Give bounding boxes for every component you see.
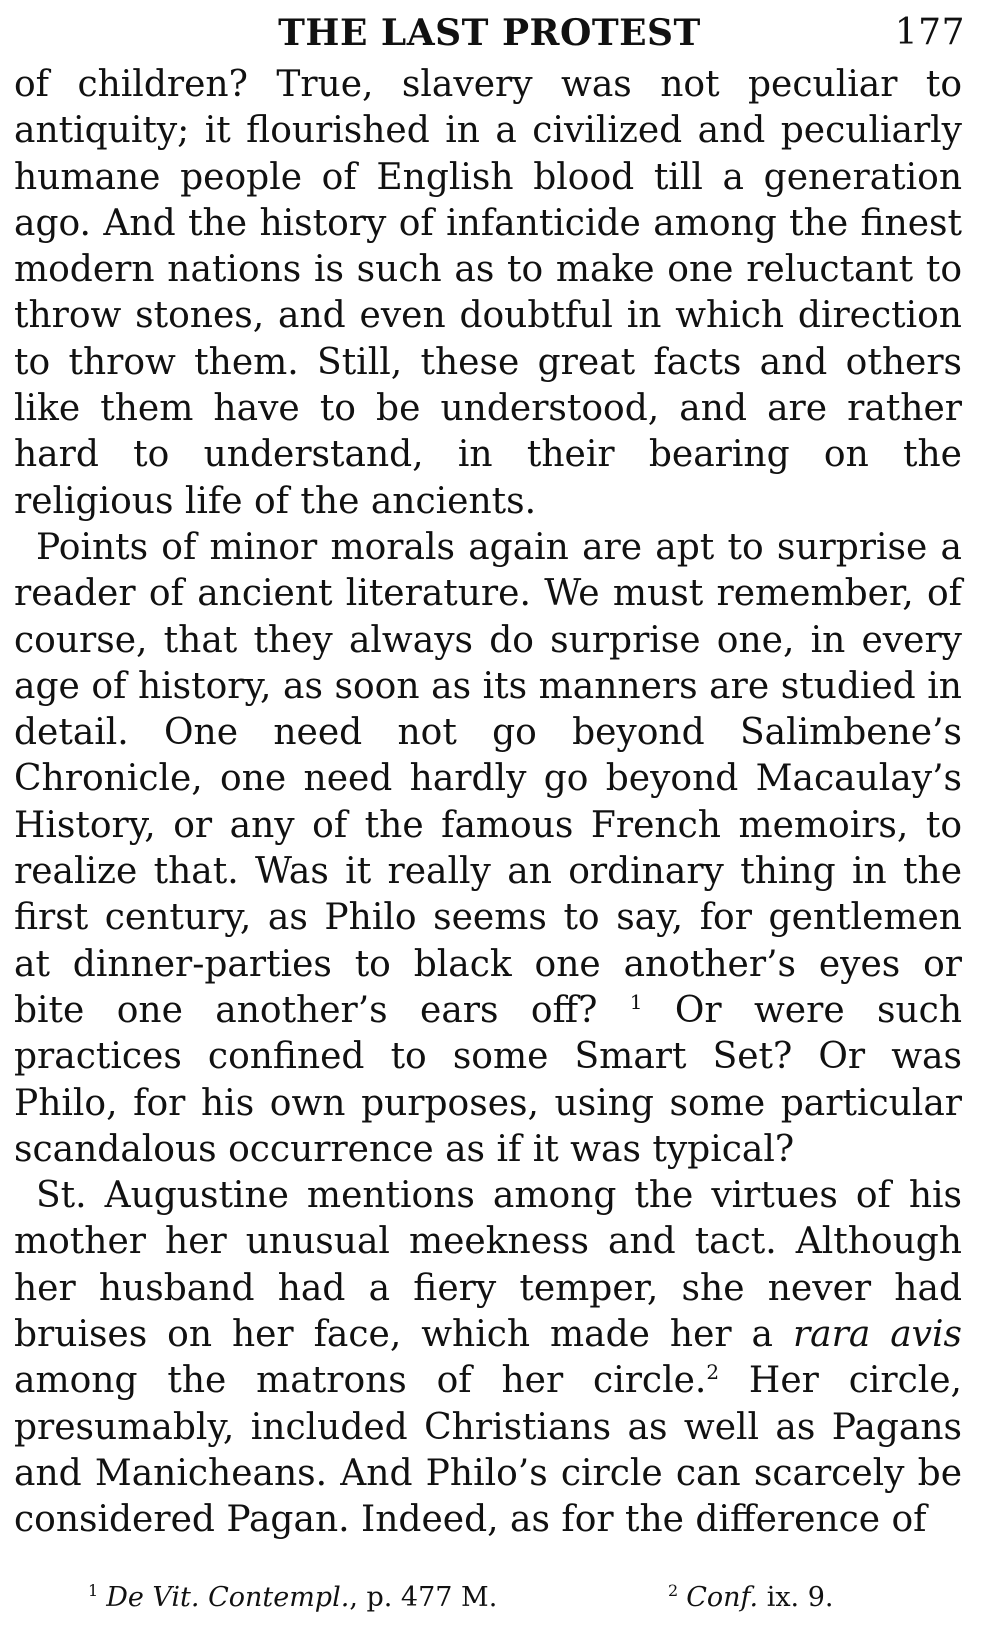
text-run: Or were such practices confined to some Smart Set? Or was Philo, for his own purposes, using some particular scandalous occurrence as if it was typical?: [14, 989, 962, 1170]
body-text: [14, 62, 962, 1544]
footnote-source: Conf.: [686, 1582, 759, 1613]
text-run: among the matrons of her circle.: [14, 1360, 707, 1402]
page-number: 177: [894, 12, 965, 53]
text-run: St. Augustine mentions among the virtues of his mother her unusual meekness and tact. Although her husband had a fiery temper, she never had bruises on her face, which made her a: [14, 1175, 962, 1356]
chapter-title: THE LAST PROTEST: [278, 12, 701, 54]
text-run: Her circle, presumably, included Christians as well as Pagans and Manicheans. And Philo’s circle can scarcely be considered Pagan. Indeed, as for the difference of: [14, 1360, 962, 1541]
text-run: of children? True, slavery was not peculiar to antiquity; it flourished in a civilized and peculiarly humane people of English blood till a generation ago. And the history of infanticide among the finest modern nations is such as to make one reluctant to throw stones, and even doubtful in which direction to throw them. Still, these great facts and others like them have to be understood, and are rather hard to understand, in their bearing on the religious life of the ancients.: [14, 64, 962, 522]
paragraph-3: [14, 1173, 962, 1543]
paragraph-2: [14, 525, 962, 1173]
text-run: Points of minor morals again are apt to surprise a reader of ancient literature. We must remember, of course, that they always do surprise one, in every age of history, as soon as its manners are studied in detail. One need not go beyond Salimbene’s Chronicle, one need hardly go beyond Macaulay’s History, or any of the famous French memoirs, to realize that. Was it really an ordinary thing in the first century, as Philo seems to say, for gentlemen at dinner-parties to black one another’s eyes or bite one another’s ears off?: [14, 526, 962, 1031]
running-head: [14, 8, 965, 58]
footnote-1: [88, 1578, 497, 1618]
paragraph-1: [14, 62, 962, 525]
footnote-reference: 1: [629, 989, 643, 1014]
footnotes: [0, 1578, 985, 1622]
footnote-source: De Vit. Contempl.: [106, 1582, 350, 1613]
footnote-text: , p. 477 M.: [349, 1582, 498, 1613]
footnote-marker: 2: [668, 1581, 679, 1600]
italic-phrase: rara avis: [792, 1314, 963, 1356]
footnote-reference: 2: [706, 1360, 720, 1385]
footnote-text: ix. 9.: [758, 1582, 834, 1613]
footnote-2: [668, 1578, 833, 1618]
footnote-marker: 1: [88, 1581, 99, 1600]
